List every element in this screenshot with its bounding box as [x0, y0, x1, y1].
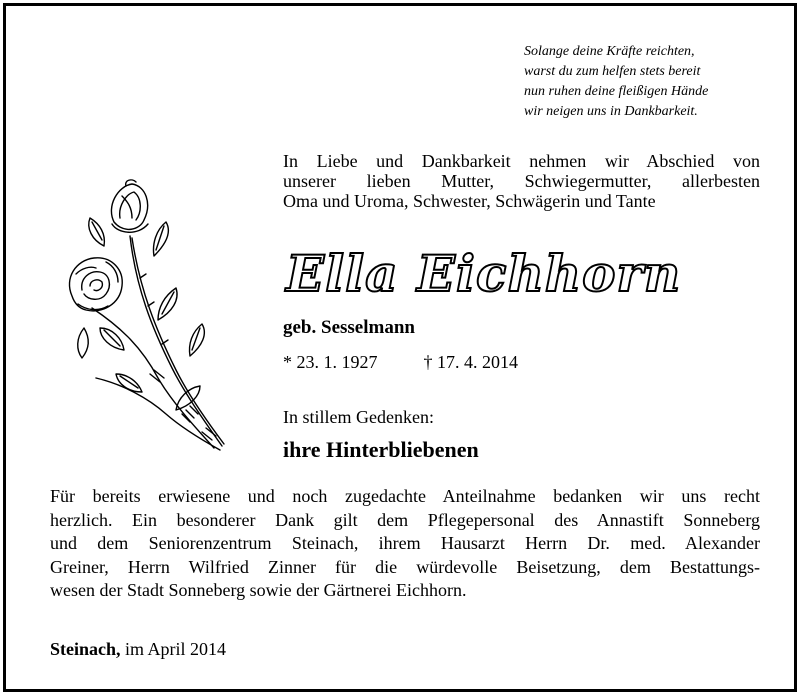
life-dates: [283, 352, 518, 373]
poem-line: Solange deine Kräfte reichten,: [524, 44, 695, 59]
death-date: † 17. 4. 2014: [423, 352, 518, 372]
rose-drawing-icon: [62, 178, 230, 454]
poem-line: nun ruhen deine fleißigen Hände: [524, 84, 709, 99]
birth-name: geb. Sesselmann: [283, 317, 415, 338]
deceased-name: Ella Eichhorn: [286, 244, 682, 303]
thanks-line: herzlich. Ein besonderer Dank gilt dem Pflegepersonal des Annastift Sonneberg: [50, 509, 760, 530]
thanks-line: wesen der Stadt Sonneberg sowie der Gärtnerei Eichhorn.: [50, 580, 467, 600]
thanks-line: Für bereits erwiesene und noch zugedachte Anteilnahme bedanken wir uns recht: [50, 486, 760, 506]
thanks-paragraph: [50, 485, 760, 603]
closing-line: [50, 639, 226, 660]
intro-line: unserer lieben Mutter, Schwiegermutter, allerbesten: [283, 171, 760, 191]
closing-place: Steinach,: [50, 639, 121, 659]
poem: [524, 42, 774, 122]
birth-date: * 23. 1. 1927: [283, 352, 378, 372]
obituary-notice: [3, 3, 797, 692]
survivors-label: ihre Hinterbliebenen: [283, 437, 479, 462]
intro-line: Oma und Uroma, Schwester, Schwägerin und Tante: [283, 191, 656, 211]
poem-line: warst du zum helfen stets bereit: [524, 64, 701, 79]
thanks-line: Greiner, Herrn Wilfried Zinner für die würdevolle Beisetzung, dem Bestattungs-: [50, 556, 760, 577]
closing-date: im April 2014: [125, 639, 227, 659]
intro-line: In Liebe und Dankbarkeit nehmen wir Abschied von: [283, 151, 760, 171]
poem-line: wir neigen uns in Dankbarkeit.: [524, 104, 698, 119]
thanks-line: und dem Seniorenzentrum Steinach, ihrem Hausarzt Herrn Dr. med. Alexander: [50, 533, 760, 553]
memory-heading: In stillem Gedenken:: [283, 407, 434, 427]
intro-text: [283, 151, 760, 211]
